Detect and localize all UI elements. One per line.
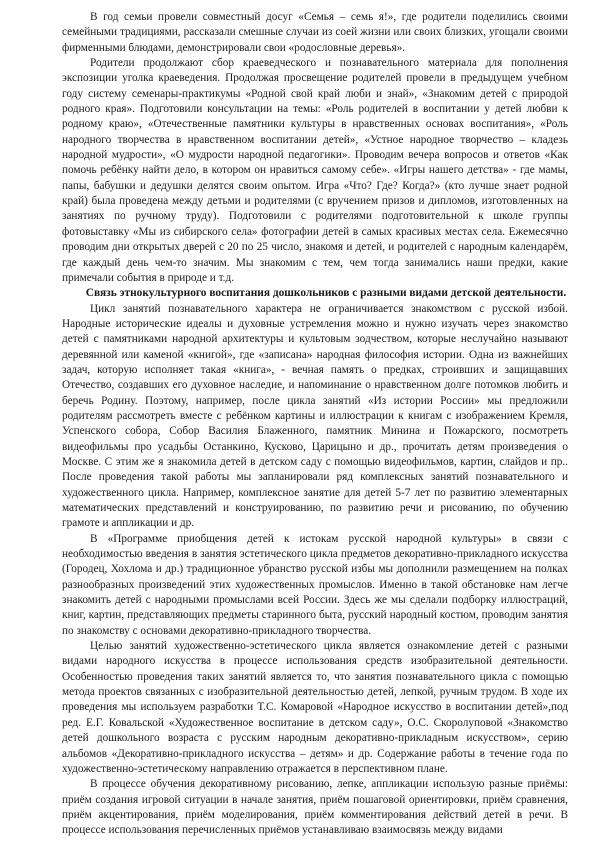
document-page: [62, 10, 568, 839]
paragraph-aesthetic-goal: Целью занятий художественно-эстетического цикла является ознакомление детей с разными видами народного искусства в процессе использования средств изобразительной деятельности. Особенностью проведения таких занятий является то, что занятия познавательного цикла с помощью метода проектов связанных с изобразительной деятельностью детей, лепкой, ручным трудом. В ходе их проведения мы используем разработки Т.С. Комаровой «Народное искусство в воспитании детей»,под ред. Е.Г. Ковальской «Художественное воспитание в детском саду», О.С. Скоролуповой «Знакомство детей дошкольного возраста с русским народным декоративно-прикладным искусством», серию альбомов «Декоративно-прикладного искусства – детям» и др. Содержание работы в течение года по художественно-эстетическому направлению отражается в перспективном плане.: [62, 640, 568, 775]
paragraph-program: В «Программе приобщения детей к истокам русской народной культуры» в связи с необходимостью введения в занятия эстетического цикла предметов декоративно-прикладного искусства (Городец, Хохлома и др.) традиционное убранство русской избы мы дополнили размещением на полках разнообразных произведений этих художественных промыслов. Именно в такой обстановке нам легче знакомить детей с народными промыслами всей России. Здесь же мы сделали подборку иллюстраций, книг, картин, представляющих предметы старинного быта, русский народный костюм, проводим занятия по знакомству с основами декоративно-прикладного творчества.: [62, 532, 568, 637]
paragraph-teaching-methods: В процессе обучения декоративному рисованию, лепке, аппликации использую разные приёмы: приём создания игровой ситуации в начале занятия, приём пошаговой ориентировки, приём сравнения, приём акцентирования, приём моделирования, приём комментирования действий детей в речи. В процессе использования перечисленных приёмов устанавливаю взаимосвязь между видами: [62, 778, 568, 837]
paragraph-family-year: В год семьи провели совместный досуг «Семья – семь я!», где родители поделились своими семейными традициями, рассказали смешные случаи из соей жизни или своих близких, угощали своими фирменными блюдами, демонстрировали свои «родословные деревья».: [62, 11, 568, 54]
paragraph-parents-collection: Родители продолжают сбор краеведческого и познавательного материала для пополнения экспозиции уголка краеведения. Продолжая просвещение родителей провели в предыдущем учебном году систему семенары-практикумы «Родной свой край люби и знай», «Знакомим детей с природой родного края». Подготовили консультации на темы: «Роль родителей в воспитании у детей любви к родному краю», «Отечественные памятники культуры в нравственных основах воспитания», «Роль народного творчества в нравственном воспитании детей», «Устное народное творчество – кладезь народной мудрости», «О мудрости народной педагогики». Проводим вечера вопросов и ответов «Как помочь ребёнку найти дело, в котором он нравиться самому себе». «Игры нашего детства» - где мамы, папы, бабушки и дедушки делятся своим опытом. Игра «Что? Где? Когда?» (кто лучше знает родной край) была проведена между детьми и родителями (с вручением призов и дипломов, изготовленных на занятиях по ручному труду). Подготовили с родителями подготовительной к школе группы фотовыставку «Мы из сибирского села» фотографии детей в самых красивых местах села. Ежемесячно проводим дни открытых дверей с 20 по 25 число, знакомя и детей, и родителей с народным календарём, где каждый день чем-то значим. Мы знакомим с тем, чем тогда занимались наши предки, какие примечали события в природе и т.д.: [62, 57, 568, 284]
paragraph-cognitive-cycle: Цикл занятий познавательного характера не ограничивается знакомством с русской избой. Народные исторические идеалы и духовные устремления можно и нужно изучать через знакомство детей с памятниками народной архитектуры и культовым зодчеством, которые неслучайно называют деревянной или каменой «книгой», где «записана» народная философия истории. Одна из важнейших задач, которую исполняет такая «книга», - вечная память о предках, строивших и защищавших Отечество, создавших его духовное наследие, и напоминание о нравственном долге потомков любить и беречь Родину. Поэтому, например, после цикла занятий «Из истории России» мы предложили родителям рассмотреть вместе с ребёнком картины и иллюстрации к книгам с изображением Кремля, Успенского собора, Собор Василия Блаженного, памятник Минина и Пожарского, посмотреть видеофильмы про усадьбы Останкино, Кусково, Царицыно и др., прочитать детям произведения о Москве. С этим же я знакомила детей в детском саду с помощью видеофильмов, картин, слайдов и пр.. После проведения такой работы мы запланировали ряд комплексных занятий познавательного и художественного цикла. Например, комплексное занятие для детей 5-7 лет по развитию элементарных математических представлений и конструированию, по развитию речи и рисованию, по обучению грамоте и аппликации и др.: [62, 302, 568, 530]
section-heading: Связь этнокультурного воспитания дошкольников с разными видами детской деятельности.: [85, 287, 567, 300]
